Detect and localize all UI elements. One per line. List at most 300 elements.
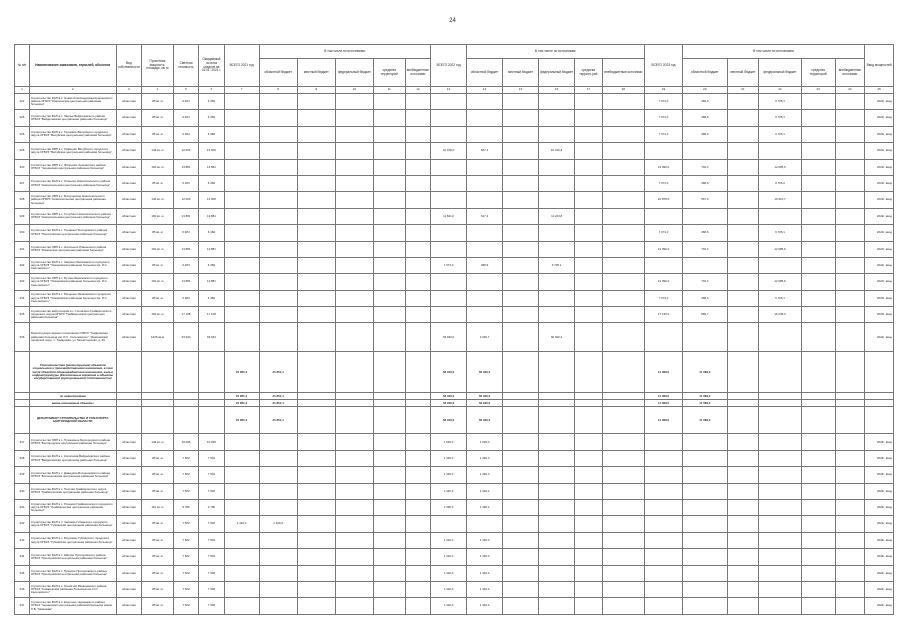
empty-cell bbox=[539, 393, 575, 400]
empty-cell bbox=[645, 565, 683, 581]
empty-cell bbox=[503, 94, 539, 110]
federal-2023: 12 685,6 bbox=[759, 274, 801, 290]
col-regional-2023: областной бюджет bbox=[683, 59, 727, 87]
ownership: областная bbox=[116, 549, 141, 565]
total-2023: 17 139,0 bbox=[645, 307, 683, 323]
empty-cell bbox=[759, 407, 801, 434]
empty-cell bbox=[297, 94, 335, 110]
empty-cell bbox=[835, 407, 865, 434]
empty-cell bbox=[373, 323, 405, 352]
empty-cell bbox=[759, 352, 801, 393]
input-year: 2024г. ввод bbox=[865, 598, 894, 614]
row-number: 332 bbox=[15, 257, 30, 273]
empty-cell bbox=[503, 175, 539, 191]
col-input: Ввод мощностей bbox=[865, 45, 894, 87]
total-2021 bbox=[224, 225, 259, 241]
regional-2023: 368,9 bbox=[683, 126, 727, 142]
empty-cell bbox=[683, 323, 727, 352]
empty-cell bbox=[602, 400, 644, 407]
empty-cell bbox=[173, 352, 198, 393]
table-row bbox=[15, 532, 894, 548]
empty-cell bbox=[297, 565, 335, 581]
total-2022: 1 420,0 bbox=[431, 450, 467, 466]
sources-2023-header: В том числе по источникам: bbox=[683, 45, 865, 59]
empty-cell bbox=[835, 192, 865, 208]
rest: 7 502 bbox=[199, 483, 224, 499]
empty-cell bbox=[297, 307, 335, 323]
federal-2023: 16 249,3 bbox=[759, 307, 801, 323]
rest: 13 881 bbox=[199, 159, 224, 175]
empty-cell bbox=[503, 274, 539, 290]
empty-cell bbox=[503, 450, 539, 466]
regional-2021 bbox=[259, 241, 297, 257]
empty-cell bbox=[575, 581, 603, 597]
input-year: 2023г. ввод bbox=[865, 94, 894, 110]
column-number-row bbox=[15, 87, 894, 94]
empty-cell bbox=[503, 352, 539, 393]
empty-cell bbox=[801, 467, 835, 483]
empty-cell bbox=[801, 274, 835, 290]
empty-cell bbox=[503, 110, 539, 126]
empty-cell bbox=[727, 175, 759, 191]
ownership: областная bbox=[116, 467, 141, 483]
total-2022: 53 940,0 bbox=[431, 407, 467, 434]
sources-2022-header: В том числе по источникам: bbox=[467, 45, 645, 59]
federal-2023: 12 685,6 bbox=[759, 159, 801, 175]
empty-cell bbox=[575, 225, 603, 241]
regional-2022: 1 420,0 bbox=[467, 483, 503, 499]
col-territory-2023: средства территорий bbox=[801, 59, 835, 87]
regional-2023: 368,9 bbox=[683, 225, 727, 241]
table-row bbox=[15, 274, 894, 290]
empty-cell bbox=[575, 467, 603, 483]
table-row bbox=[15, 290, 894, 306]
input-year: 2023г. ввод bbox=[865, 159, 894, 175]
federal-2022 bbox=[539, 274, 575, 290]
empty-cell bbox=[335, 192, 373, 208]
empty-cell bbox=[335, 483, 373, 499]
empty-cell bbox=[683, 467, 727, 483]
empty-cell bbox=[575, 192, 603, 208]
empty-cell bbox=[727, 159, 759, 175]
regional-2023: 11 069,0 bbox=[683, 400, 727, 407]
ownership: областная bbox=[116, 450, 141, 466]
empty-cell bbox=[373, 352, 405, 393]
federal-2022 bbox=[539, 126, 575, 142]
page-number: 24 bbox=[449, 18, 456, 24]
federal-2023: 6 705,1 bbox=[759, 126, 801, 142]
regional-2023 bbox=[683, 143, 727, 159]
input-year: 2024г. ввод bbox=[865, 565, 894, 581]
empty-cell bbox=[645, 516, 683, 532]
empty-cell bbox=[727, 274, 759, 290]
federal-2023 bbox=[759, 257, 801, 273]
empty-cell bbox=[297, 110, 335, 126]
total-2023: 7 074,0 bbox=[645, 94, 683, 110]
total-2022: 63 933,0 bbox=[431, 323, 467, 352]
federal-2023: 6 705,2 bbox=[759, 175, 801, 191]
empty-cell bbox=[575, 208, 603, 224]
empty-cell bbox=[335, 307, 373, 323]
empty-cell bbox=[835, 175, 865, 191]
empty-cell bbox=[297, 393, 335, 400]
empty-cell bbox=[835, 241, 865, 257]
empty-cell bbox=[503, 393, 539, 400]
regional-2022: 3 330,7 bbox=[467, 323, 503, 352]
empty-cell bbox=[539, 598, 575, 614]
table-row bbox=[15, 467, 894, 483]
empty-cell bbox=[602, 290, 644, 306]
regional-2022: 1 420,0 bbox=[467, 598, 503, 614]
row-number: 329 bbox=[15, 208, 30, 224]
empty-cell bbox=[683, 598, 727, 614]
total-2023: 7 074,0 bbox=[645, 175, 683, 191]
ownership: областная bbox=[116, 483, 141, 499]
empty-cell bbox=[835, 290, 865, 306]
total-2023: 11 069,0 bbox=[645, 407, 683, 434]
empty-cell bbox=[199, 407, 224, 434]
empty-cell bbox=[199, 352, 224, 393]
regional-2023: 704,4 bbox=[683, 241, 727, 257]
table-row bbox=[15, 323, 894, 352]
cost: 13 881 bbox=[173, 159, 198, 175]
regional-2022 bbox=[467, 192, 503, 208]
summary-row bbox=[15, 400, 894, 407]
rest: 63 934 bbox=[199, 323, 224, 352]
empty-cell bbox=[539, 516, 575, 532]
empty-cell bbox=[335, 159, 373, 175]
ownership: областная bbox=[116, 581, 141, 597]
regional-2021: 21 851,4 bbox=[259, 352, 297, 393]
empty-cell bbox=[503, 192, 539, 208]
rest: 12 006 bbox=[199, 143, 224, 159]
sources-2021-header: В том числе по источникам: bbox=[259, 45, 431, 59]
empty-cell bbox=[602, 434, 644, 450]
cost: 12 006 bbox=[173, 192, 198, 208]
capacity: 85 кв. м bbox=[142, 126, 174, 142]
empty-cell bbox=[727, 407, 759, 434]
total-2023 bbox=[645, 257, 683, 273]
total-2023: 7 074,0 bbox=[645, 110, 683, 126]
empty-cell bbox=[335, 352, 373, 393]
summary-row bbox=[15, 393, 894, 400]
empty-cell bbox=[335, 581, 373, 597]
total-2022 bbox=[431, 307, 467, 323]
object-name: Строительство ФАП в с. Оленино Новооскольского района ОГБУЗ "Новооскольская центральная районная больница" bbox=[29, 175, 116, 191]
empty-cell bbox=[503, 225, 539, 241]
capacity: 160 кв. м bbox=[142, 208, 174, 224]
cost: 7 502 bbox=[173, 532, 198, 548]
input-year: 2023г. ввод bbox=[865, 110, 894, 126]
empty-cell bbox=[801, 516, 835, 532]
regional-2022: 368,9 bbox=[467, 257, 503, 273]
empty-cell bbox=[297, 175, 335, 191]
empty-cell bbox=[116, 407, 141, 434]
object-name: Строительство ФАП в с. Терновое Валуйского городского округа ОГБУЗ "Валуйская центральная районная больница" bbox=[29, 126, 116, 142]
table-row bbox=[15, 549, 894, 565]
ownership: областная bbox=[116, 143, 141, 159]
empty-cell bbox=[15, 352, 30, 393]
empty-cell bbox=[683, 549, 727, 565]
empty-cell bbox=[575, 94, 603, 110]
empty-cell bbox=[373, 159, 405, 175]
capacity: 1625 кв.м bbox=[142, 323, 174, 352]
object-name: Строительство ФАП в с. Гремячее Яковлевского района ОГБУЗ "Томаровская районная больница им. И.С. Сальтевского" bbox=[29, 581, 116, 597]
cost: 6 484 bbox=[173, 290, 198, 306]
empty-cell bbox=[405, 450, 430, 466]
col-total-2022: ВСЕГО 2022 год bbox=[431, 45, 467, 87]
empty-cell bbox=[116, 400, 141, 407]
row-number: 344 bbox=[15, 549, 30, 565]
empty-cell bbox=[405, 274, 430, 290]
capacity: 85 кв. м bbox=[142, 532, 174, 548]
regional-2022: 1 420,0 bbox=[467, 467, 503, 483]
column-number: 18 bbox=[602, 87, 644, 94]
empty-cell bbox=[801, 241, 835, 257]
total-2021 bbox=[224, 257, 259, 273]
total-2021 bbox=[224, 126, 259, 142]
regional-2021 bbox=[259, 94, 297, 110]
empty-cell bbox=[173, 400, 198, 407]
empty-cell bbox=[373, 532, 405, 548]
table-row bbox=[15, 208, 894, 224]
total-2021: 21 851,4 bbox=[224, 352, 259, 393]
cost: 7 502 bbox=[173, 467, 198, 483]
empty-cell bbox=[602, 208, 644, 224]
column-number: 5 bbox=[173, 87, 198, 94]
empty-cell bbox=[335, 143, 373, 159]
regional-2023: 368,9 bbox=[683, 290, 727, 306]
total-2021 bbox=[224, 434, 259, 450]
col-total-2023: ВСЕГО 2023 год bbox=[645, 45, 683, 87]
row-number: 345 bbox=[15, 565, 30, 581]
empty-cell bbox=[142, 400, 174, 407]
empty-cell bbox=[335, 126, 373, 142]
empty-cell bbox=[801, 323, 835, 352]
regional-2021 bbox=[259, 532, 297, 548]
regional-2022 bbox=[467, 175, 503, 191]
empty-cell bbox=[335, 434, 373, 450]
federal-2022 bbox=[539, 175, 575, 191]
table-row bbox=[15, 257, 894, 273]
empty-cell bbox=[835, 159, 865, 175]
empty-cell bbox=[759, 323, 801, 352]
ownership: областная bbox=[116, 434, 141, 450]
empty-cell bbox=[297, 241, 335, 257]
empty-cell bbox=[335, 208, 373, 224]
object-name: Строительство ФАП в с. Новая Александровка Красненского района ОГБУЗ "Красненская центральная районная больница" bbox=[29, 94, 116, 110]
empty-cell bbox=[835, 549, 865, 565]
table-body bbox=[15, 87, 894, 615]
total-2023: 13 390,0 bbox=[645, 241, 683, 257]
total-2021 bbox=[224, 159, 259, 175]
empty-cell bbox=[727, 110, 759, 126]
column-number: 25 bbox=[865, 87, 894, 94]
col-federal-2022: федеральный бюджет bbox=[539, 59, 575, 87]
table-row bbox=[15, 581, 894, 597]
empty-cell bbox=[503, 400, 539, 407]
regional-2023: 11 069,0 bbox=[683, 352, 727, 393]
total-2023: 7 074,0 bbox=[645, 126, 683, 142]
empty-cell bbox=[335, 407, 373, 434]
input-year: 2023г. ввод bbox=[865, 225, 894, 241]
object-name: Строительство ОВП в с. Богородское Новооскольского района ОГБУЗ "Новооскольская центральная районная больница" bbox=[29, 192, 116, 208]
rest: 6 484 bbox=[199, 126, 224, 142]
empty-cell bbox=[835, 307, 865, 323]
empty-cell bbox=[15, 407, 30, 434]
summary-row bbox=[15, 352, 894, 393]
column-number: 2 bbox=[29, 87, 116, 94]
federal-2022 bbox=[539, 241, 575, 257]
row-number: 325 bbox=[15, 110, 30, 126]
row-number: 334 bbox=[15, 290, 30, 306]
empty-cell bbox=[801, 500, 835, 516]
empty-cell bbox=[801, 565, 835, 581]
regional-2022 bbox=[467, 290, 503, 306]
empty-cell bbox=[539, 565, 575, 581]
empty-cell bbox=[405, 434, 430, 450]
empty-cell bbox=[373, 274, 405, 290]
total-2021 bbox=[224, 565, 259, 581]
regional-2021 bbox=[259, 290, 297, 306]
col-federal-2023: федеральный бюджет bbox=[759, 59, 801, 87]
regional-2023: 704,4 bbox=[683, 159, 727, 175]
empty-cell bbox=[405, 565, 430, 581]
empty-cell bbox=[297, 500, 335, 516]
row-number: 335 bbox=[15, 307, 30, 323]
table-row bbox=[15, 434, 894, 450]
ownership: областная bbox=[116, 94, 141, 110]
empty-cell bbox=[335, 225, 373, 241]
rest: 7 502 bbox=[199, 549, 224, 565]
empty-cell bbox=[373, 94, 405, 110]
empty-cell bbox=[297, 225, 335, 241]
cost: 6 484 bbox=[173, 94, 198, 110]
empty-cell bbox=[539, 400, 575, 407]
empty-cell bbox=[116, 352, 141, 393]
regional-2023 bbox=[683, 208, 727, 224]
total-2023: 7 074,0 bbox=[645, 225, 683, 241]
federal-2022 bbox=[539, 94, 575, 110]
federal-2022: 60 602,3 bbox=[539, 323, 575, 352]
empty-cell bbox=[335, 274, 373, 290]
empty-cell bbox=[335, 450, 373, 466]
empty-cell bbox=[727, 565, 759, 581]
empty-cell bbox=[727, 393, 759, 400]
empty-cell bbox=[835, 126, 865, 142]
object-name: Строительство ФАП в с. Мощеное Яковлевского городского округа ОГБУЗ "Томаровская районная больница им. И.С. Сальтевского" bbox=[29, 290, 116, 306]
empty-cell bbox=[373, 175, 405, 191]
regional-2021 bbox=[259, 126, 297, 142]
empty-cell bbox=[645, 323, 683, 352]
cost: 7 502 bbox=[173, 516, 198, 532]
total-2023: 11 069,0 bbox=[645, 393, 683, 400]
empty-cell bbox=[727, 483, 759, 499]
empty-cell bbox=[373, 192, 405, 208]
empty-cell bbox=[727, 307, 759, 323]
regional-2022 bbox=[467, 110, 503, 126]
regional-2021 bbox=[259, 581, 297, 597]
empty-cell bbox=[602, 126, 644, 142]
col-extra-2023: внебюджетные источники bbox=[835, 59, 865, 87]
col-extra-2022: внебюджетные источники bbox=[602, 59, 644, 87]
rest: 7 502 bbox=[199, 450, 224, 466]
empty-cell bbox=[801, 225, 835, 241]
empty-cell bbox=[801, 307, 835, 323]
input-year: 2023г. ввод bbox=[865, 290, 894, 306]
empty-cell bbox=[759, 516, 801, 532]
regional-2021 bbox=[259, 467, 297, 483]
total-2022: 1 420,0 bbox=[431, 532, 467, 548]
table-row bbox=[15, 192, 894, 208]
object-name: Строительство ФАП в с. Чапаево Губкинского городского округа ОГБУЗ "Губкинская центральная районная больница" bbox=[29, 516, 116, 532]
empty-cell bbox=[405, 581, 430, 597]
total-2022: 7 074,0 bbox=[431, 257, 467, 273]
total-2021 bbox=[224, 143, 259, 159]
object-name: Строительство ФАП в с. Призлое Прохоровского района ОГБУЗ "Прохоровская центральная районная больница" bbox=[29, 565, 116, 581]
empty-cell bbox=[575, 290, 603, 306]
input-year: 2024г. ввод bbox=[865, 532, 894, 548]
input-year: 2022г. ввод bbox=[865, 257, 894, 273]
regional-2023: 704,4 bbox=[683, 274, 727, 290]
object-name: Строительство ОВП в с. Яблоново Чернянского района ОГБУЗ "Чернянская центральная районная больница" bbox=[29, 159, 116, 175]
total-2022: 11 841,0 bbox=[431, 208, 467, 224]
empty-cell bbox=[335, 175, 373, 191]
rest: 6 484 bbox=[199, 257, 224, 273]
regional-2021 bbox=[259, 565, 297, 581]
col-territory-2022: средства террито-рий bbox=[575, 59, 603, 87]
object-name: Строительство ОВП в с. Нагольное Ровеньского района ОГБУЗ "Ровеньская центральная районная больница" bbox=[29, 241, 116, 257]
empty-cell bbox=[335, 110, 373, 126]
rest: 13 881 bbox=[199, 208, 224, 224]
table-row bbox=[15, 565, 894, 581]
empty-cell bbox=[503, 565, 539, 581]
row-number: 330 bbox=[15, 225, 30, 241]
empty-cell bbox=[335, 94, 373, 110]
empty-cell bbox=[602, 323, 644, 352]
empty-cell bbox=[727, 598, 759, 614]
object-name: Строительство ОВП в с. Пушкарное Белгородского района ОГБУЗ "Белгородская центральная районная больница" bbox=[29, 434, 116, 450]
table-row bbox=[15, 94, 894, 110]
empty-cell bbox=[335, 400, 373, 407]
row-number: 341 bbox=[15, 500, 30, 516]
total-2021 bbox=[224, 307, 259, 323]
empty-cell bbox=[727, 323, 759, 352]
capacity: 85 кв. м bbox=[142, 516, 174, 532]
empty-cell bbox=[373, 581, 405, 597]
empty-cell bbox=[297, 581, 335, 597]
capacity: 110 кв. м bbox=[142, 500, 174, 516]
row-number: 338 bbox=[15, 450, 30, 466]
federal-2023 bbox=[759, 208, 801, 224]
empty-cell bbox=[602, 598, 644, 614]
col-rest: Ожидаемый остаток средств на 01.01. 2021 г. bbox=[199, 45, 224, 87]
total-2022 bbox=[431, 126, 467, 142]
column-number: 11 bbox=[373, 87, 405, 94]
cost: 13 881 bbox=[173, 241, 198, 257]
regional-2022: 53 940,0 bbox=[467, 407, 503, 434]
total-2022 bbox=[431, 159, 467, 175]
total-2021 bbox=[224, 467, 259, 483]
empty-cell bbox=[801, 450, 835, 466]
empty-cell bbox=[539, 407, 575, 434]
empty-cell bbox=[405, 257, 430, 273]
empty-cell bbox=[835, 323, 865, 352]
total-2023: 7 074,0 bbox=[645, 290, 683, 306]
regional-2022 bbox=[467, 126, 503, 142]
object-name: Строительство ФАП в с. Морозово Губкинского городского округа ОГБУЗ "Губкинская центральная районная больница" bbox=[29, 532, 116, 548]
federal-2023 bbox=[759, 143, 801, 159]
